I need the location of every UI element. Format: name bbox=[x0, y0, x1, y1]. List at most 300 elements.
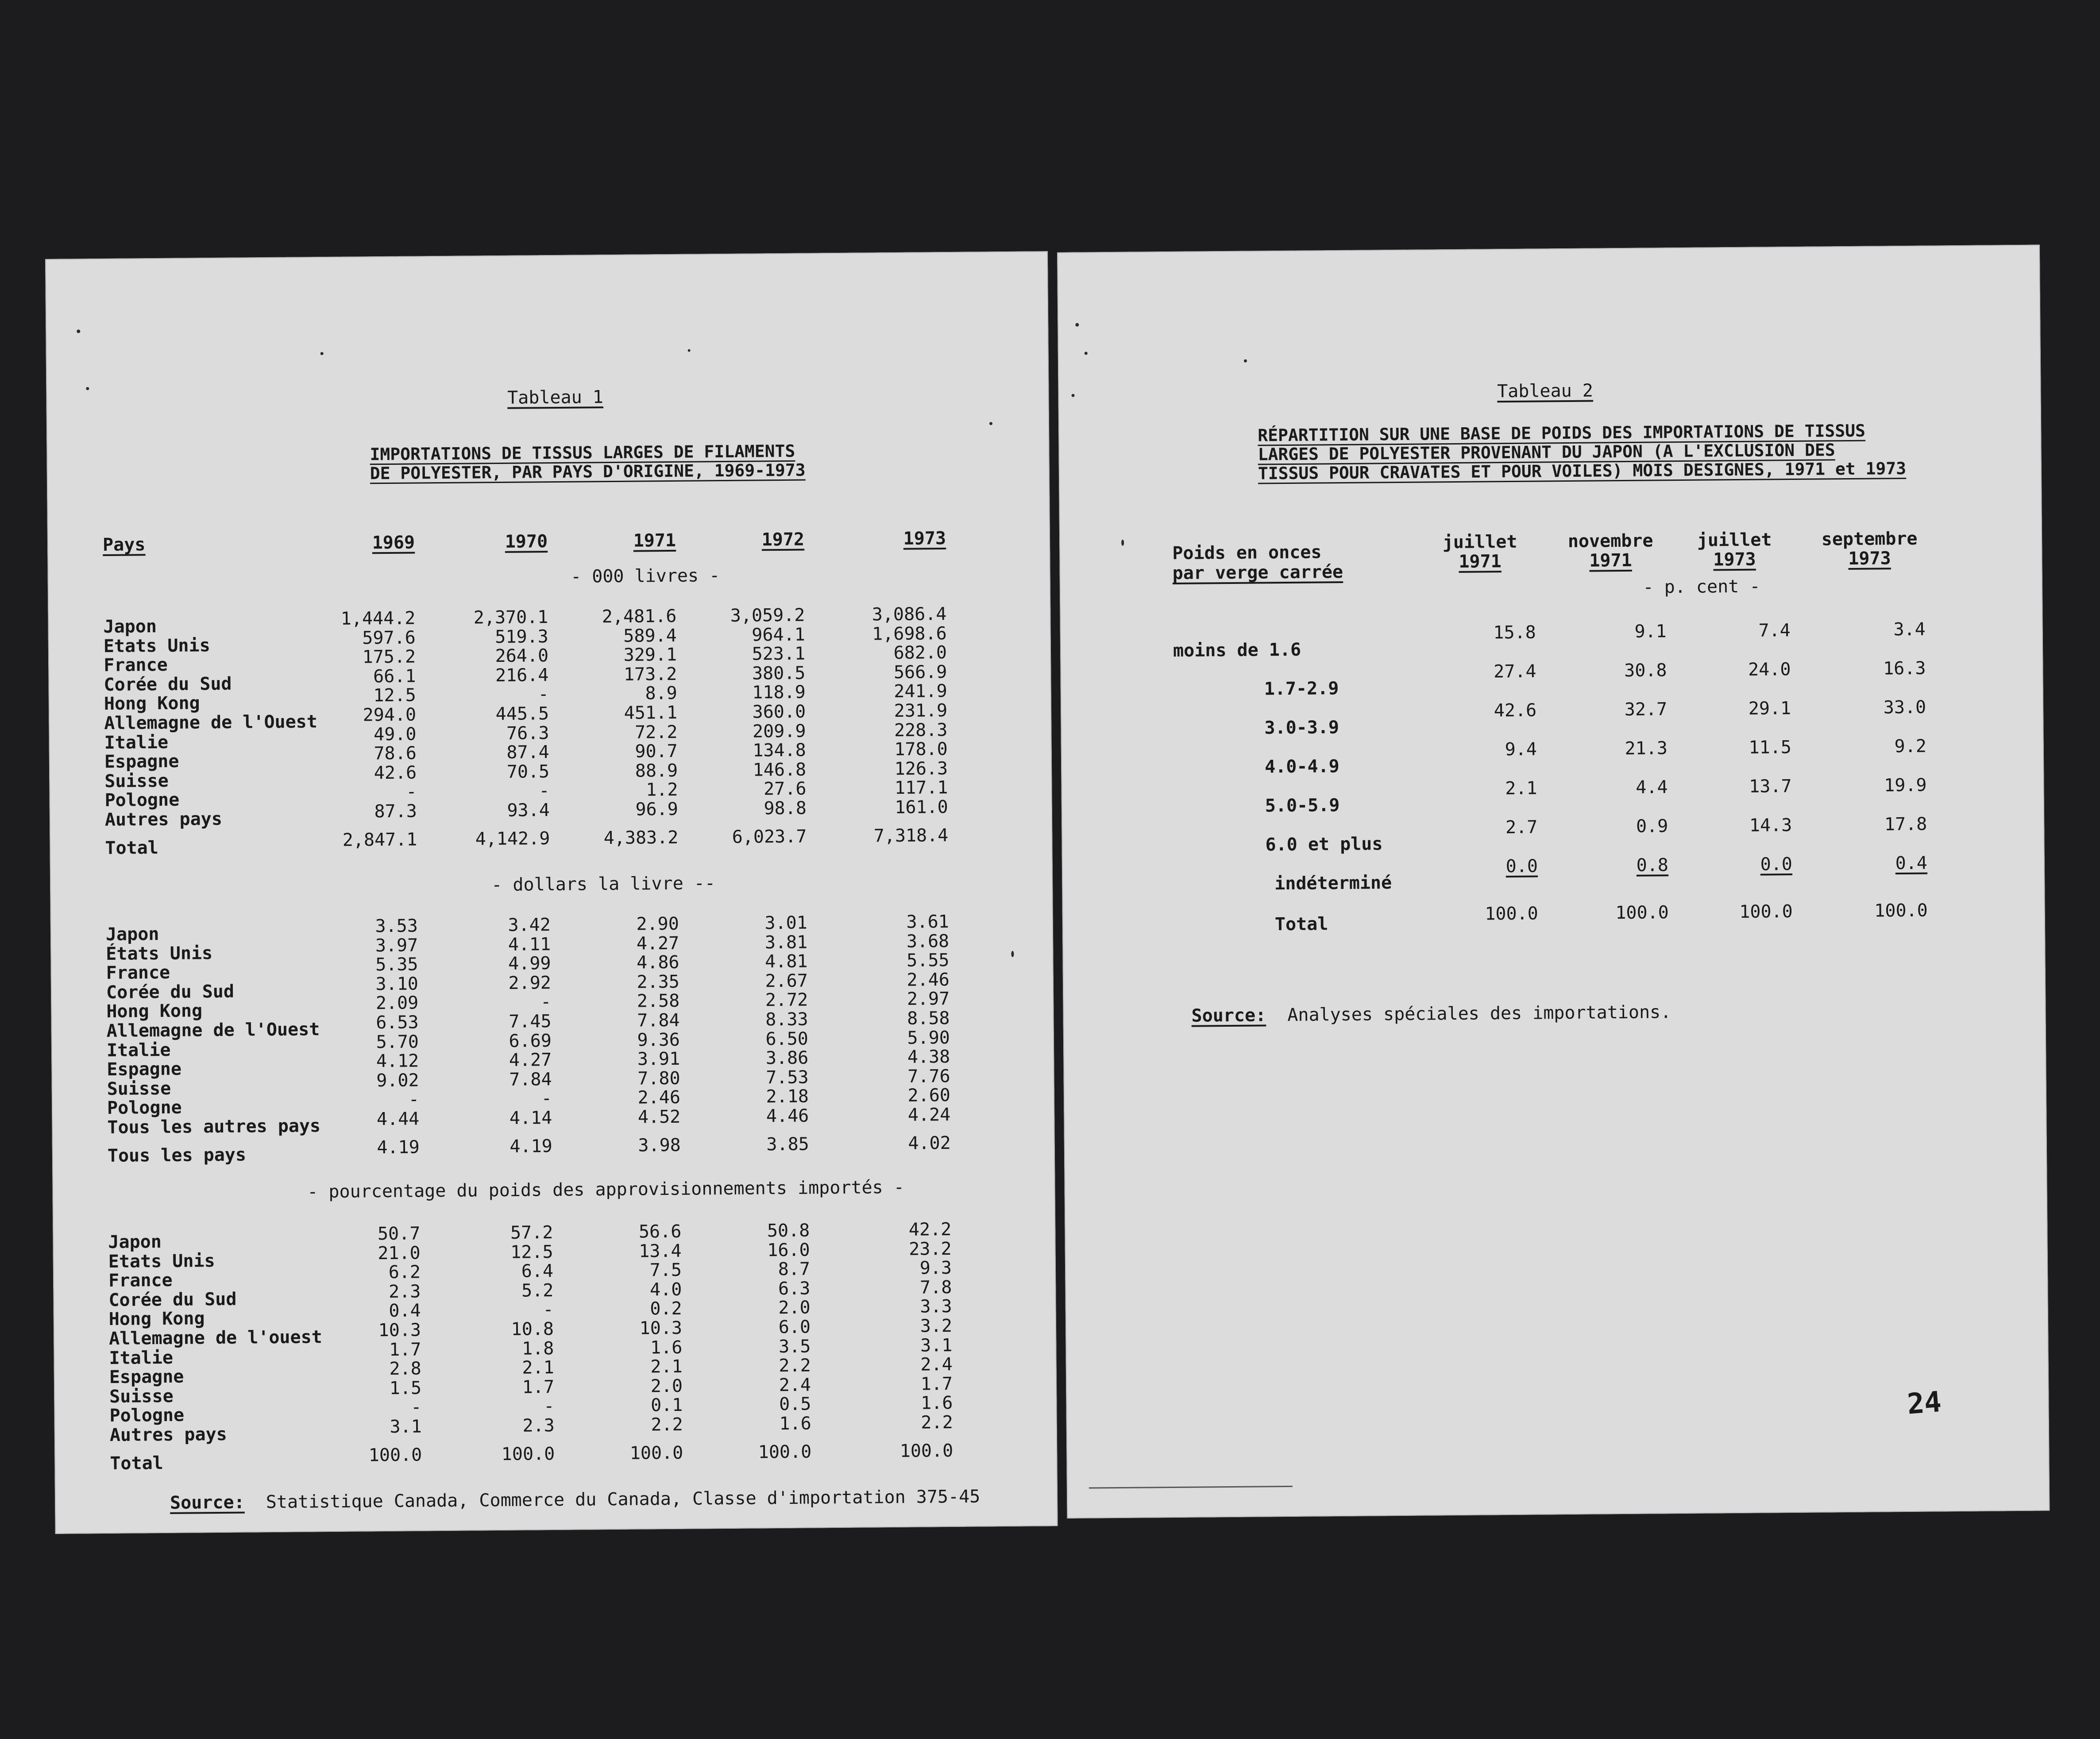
total-cell: 4,383.2 bbox=[603, 827, 679, 849]
table-cell: 1.7 bbox=[522, 1376, 555, 1398]
unit-label-p-cent: - p. cent - bbox=[1643, 576, 1760, 598]
table-cell: 1.6 bbox=[779, 1413, 811, 1434]
total-cell: 2,847.1 bbox=[342, 829, 417, 850]
table-cell: 2.4 bbox=[779, 1375, 811, 1395]
table-cell: 231.9 bbox=[894, 700, 948, 721]
column-month: juillet bbox=[1697, 529, 1772, 551]
table-cell: 8.9 bbox=[645, 683, 677, 704]
scan-speck bbox=[320, 352, 324, 355]
table-cell: 294.0 bbox=[363, 704, 417, 726]
column-year: 1971 bbox=[1459, 551, 1502, 572]
column-month: novembre bbox=[1567, 530, 1653, 552]
table-cell: 3.10 bbox=[375, 974, 419, 994]
table-cell: 7.84 bbox=[509, 1069, 552, 1090]
table-cell: 6.3 bbox=[778, 1278, 811, 1299]
table-cell: 0.0 bbox=[1506, 856, 1538, 877]
table-cell: 8.58 bbox=[907, 1008, 950, 1029]
table-cell: 2.97 bbox=[907, 989, 950, 1010]
table-label: Tableau 1 bbox=[507, 387, 604, 408]
table-cell: 2.3 bbox=[522, 1415, 555, 1436]
table-cell: 6.50 bbox=[765, 1028, 809, 1049]
country-label: France bbox=[108, 1270, 173, 1291]
country-label: Etats Unis bbox=[103, 635, 210, 657]
table-cell: 10.8 bbox=[511, 1319, 554, 1340]
table-cell: 0.4 bbox=[389, 1300, 421, 1322]
table-cell: 0.9 bbox=[1636, 816, 1668, 837]
table-cell: 134.8 bbox=[753, 740, 806, 761]
table-cell: 8.7 bbox=[778, 1259, 811, 1280]
table-cell: 49.0 bbox=[373, 724, 417, 745]
total-label: Total bbox=[110, 1453, 163, 1474]
scan-speck bbox=[86, 387, 89, 390]
table-cell: 1.7 bbox=[389, 1339, 421, 1360]
country-label: Hong Kong bbox=[108, 1308, 205, 1330]
table-cell: 0.0 bbox=[1760, 854, 1793, 875]
weight-range-label: 5.0-5.9 bbox=[1265, 795, 1340, 816]
table-cell: 3.97 bbox=[375, 935, 418, 956]
table-cell: 3.1 bbox=[390, 1416, 422, 1437]
country-label: Pologne bbox=[107, 1098, 182, 1119]
table-label: Tableau 2 bbox=[1497, 380, 1594, 402]
total-cell: 4.02 bbox=[908, 1132, 951, 1154]
table-cell: 597.6 bbox=[362, 627, 416, 648]
table-cell: 4.44 bbox=[376, 1109, 420, 1130]
table-cell: 4.0 bbox=[649, 1279, 682, 1300]
table-cell: 14.3 bbox=[1749, 815, 1792, 836]
table-cell: 3.81 bbox=[764, 932, 808, 953]
table-cell: 90.7 bbox=[635, 741, 678, 762]
table-cell: 2.2 bbox=[651, 1414, 683, 1435]
table-title-line-2: LARGES DE POLYESTER PROVENANT DU JAPON (A L'EXCLUSION DES bbox=[1258, 440, 1835, 464]
table-cell: 1.5 bbox=[389, 1378, 422, 1399]
weight-range-label: 1.7-2.9 bbox=[1264, 678, 1339, 699]
table-cell: 1.8 bbox=[521, 1338, 554, 1359]
table-cell: 3.61 bbox=[906, 912, 950, 932]
table-cell: 682.0 bbox=[893, 642, 947, 664]
table-cell: 2.67 bbox=[765, 970, 808, 992]
table-cell: 7.8 bbox=[919, 1277, 952, 1298]
table-cell: 78.6 bbox=[374, 743, 417, 764]
table-cell: 0.5 bbox=[779, 1394, 811, 1415]
table-cell: 5.2 bbox=[521, 1280, 554, 1301]
row-header-line-2: par verge carrée bbox=[1172, 561, 1343, 584]
table-cell: 27.6 bbox=[763, 778, 807, 800]
country-label: Autres pays bbox=[104, 808, 223, 830]
total-cell: 3.85 bbox=[766, 1134, 809, 1155]
table-cell: 17.8 bbox=[1884, 814, 1927, 835]
country-label: Etats Unis bbox=[108, 1250, 215, 1272]
table-cell: 5.90 bbox=[907, 1027, 950, 1048]
table-cell: 3.68 bbox=[906, 931, 950, 952]
table-cell: 6.69 bbox=[509, 1030, 552, 1051]
table-cell: 209.9 bbox=[752, 721, 806, 742]
table-cell: 30.8 bbox=[1624, 660, 1667, 681]
scan-speck bbox=[989, 422, 992, 425]
row-header-line-1: Poids en onces bbox=[1172, 542, 1322, 564]
table-cell: 0.1 bbox=[650, 1395, 683, 1416]
country-label: Japon bbox=[105, 924, 159, 945]
table-cell: 13.4 bbox=[639, 1240, 682, 1262]
table-cell: 4.4 bbox=[1636, 777, 1668, 798]
table-cell: 589.4 bbox=[623, 625, 677, 646]
table-cell: 7.53 bbox=[766, 1067, 809, 1088]
table-cell: 4.11 bbox=[508, 934, 551, 955]
table-cell: 566.9 bbox=[893, 661, 947, 683]
table-cell: 1.7 bbox=[920, 1373, 953, 1395]
country-label: Tous les autres pays bbox=[107, 1116, 321, 1138]
column-year: 1973 bbox=[1848, 548, 1891, 569]
table-cell: 2.46 bbox=[637, 1087, 681, 1108]
table-cell: - bbox=[539, 781, 550, 801]
section-label-dollars-la-livre: - dollars la livre -- bbox=[491, 873, 716, 896]
table-cell: 93.4 bbox=[507, 800, 550, 821]
table-cell: 2.4 bbox=[920, 1354, 953, 1375]
table-cell: 10.3 bbox=[639, 1318, 683, 1339]
table-cell: 3.5 bbox=[778, 1336, 811, 1357]
total-cell: 100.0 bbox=[1615, 902, 1669, 924]
table-cell: 264.0 bbox=[495, 645, 549, 667]
table-cell: 50.8 bbox=[767, 1220, 810, 1241]
table-cell: 2.58 bbox=[637, 991, 680, 1012]
table-cell: 1.2 bbox=[646, 780, 678, 800]
table-cell: 3.42 bbox=[508, 915, 551, 935]
country-label: Pologne bbox=[109, 1405, 185, 1426]
total-cell: 100.0 bbox=[758, 1441, 812, 1463]
table-cell: 3.1 bbox=[920, 1335, 953, 1356]
table-cell: - bbox=[408, 1089, 420, 1110]
table-cell: 3.4 bbox=[1893, 619, 1926, 640]
table-cell: 5.55 bbox=[906, 950, 950, 971]
total-label: Total bbox=[105, 838, 159, 858]
table-cell: 241.9 bbox=[894, 681, 947, 702]
scan-speck bbox=[77, 329, 80, 333]
table-cell: - bbox=[540, 992, 552, 1012]
table-cell: 96.9 bbox=[635, 799, 678, 820]
source-line bbox=[1191, 1002, 1671, 1026]
total-cell: 4,142.9 bbox=[475, 828, 550, 850]
table-cell: 2.3 bbox=[388, 1281, 421, 1302]
table-cell: 7.84 bbox=[637, 1010, 680, 1031]
column-month: juillet bbox=[1442, 531, 1517, 553]
scan-mark-line bbox=[1089, 1486, 1293, 1489]
table-cell: 9.1 bbox=[1634, 621, 1667, 642]
table-cell: 1,444.2 bbox=[340, 608, 416, 629]
total-cell: 100.0 bbox=[368, 1445, 422, 1466]
table-cell: 329.1 bbox=[623, 645, 677, 665]
country-label: Suisse bbox=[109, 1386, 174, 1407]
country-label: Pologne bbox=[104, 790, 180, 811]
table-cell: 32.7 bbox=[1624, 699, 1668, 720]
table-cell: 7.4 bbox=[1758, 620, 1791, 641]
table-cell: 6.2 bbox=[388, 1262, 421, 1283]
table-cell: 2.0 bbox=[650, 1376, 683, 1397]
table-cell: 12.5 bbox=[510, 1241, 553, 1263]
table-cell: 519.3 bbox=[495, 626, 548, 647]
year-header: 1969 bbox=[372, 532, 415, 553]
table-cell: 56.6 bbox=[638, 1221, 682, 1242]
column-month: septembre bbox=[1821, 528, 1918, 550]
section-label-000-livres: - 000 livres - bbox=[570, 565, 720, 587]
column-year: 1971 bbox=[1589, 550, 1632, 571]
table-cell: 146.8 bbox=[753, 759, 807, 781]
table-cell: 3,059.2 bbox=[730, 605, 805, 626]
table-cell: 2.18 bbox=[766, 1086, 809, 1107]
document-page-tableau-1 bbox=[45, 251, 1058, 1534]
table-cell: 4.86 bbox=[637, 952, 679, 973]
table-cell: 24.0 bbox=[1748, 659, 1791, 680]
table-cell: 2.7 bbox=[1505, 817, 1538, 838]
table-cell: 9.36 bbox=[637, 1029, 680, 1051]
table-cell: 7.5 bbox=[649, 1260, 682, 1281]
country-label: France bbox=[104, 655, 168, 676]
table-cell: 4.52 bbox=[637, 1106, 681, 1128]
table-cell: 175.2 bbox=[362, 646, 416, 668]
table-cell: 42.2 bbox=[908, 1219, 952, 1240]
table-cell: 88.9 bbox=[635, 760, 678, 781]
document-page-tableau-2 bbox=[1057, 245, 2050, 1519]
table-cell: 9.4 bbox=[1505, 739, 1537, 760]
year-header: 1972 bbox=[761, 529, 805, 550]
table-title-line-1: IMPORTATIONS DE TISSUS LARGES DE FILAMENTS bbox=[370, 441, 795, 464]
total-cell: 6,023.7 bbox=[732, 826, 807, 847]
country-label: États Unis bbox=[106, 943, 213, 964]
country-label: Hong Kong bbox=[106, 1001, 203, 1022]
country-label: Suisse bbox=[107, 1078, 171, 1099]
table-cell: 8.33 bbox=[765, 1009, 808, 1030]
table-cell: 29.1 bbox=[1748, 698, 1791, 719]
table-cell: 23.2 bbox=[909, 1238, 952, 1260]
country-label: Espagne bbox=[109, 1366, 184, 1388]
scan-speck bbox=[1121, 540, 1124, 546]
table-cell: - bbox=[544, 1396, 555, 1417]
country-label: Italie bbox=[104, 732, 169, 753]
scan-speck bbox=[688, 349, 691, 352]
table-cell: - bbox=[411, 1397, 422, 1418]
country-label: Allemagne de l'Ouest bbox=[106, 1019, 320, 1041]
table-cell: 21.0 bbox=[378, 1243, 421, 1264]
table-cell: 3.3 bbox=[920, 1296, 952, 1317]
table-cell: 2.0 bbox=[778, 1297, 811, 1318]
total-cell: 4.19 bbox=[377, 1137, 420, 1158]
table-cell: 76.3 bbox=[506, 723, 549, 744]
table-cell: 87.3 bbox=[374, 801, 417, 822]
table-cell: 3,086.4 bbox=[872, 604, 947, 625]
table-cell: - bbox=[406, 781, 417, 803]
table-cell: 7.80 bbox=[637, 1068, 680, 1089]
table-cell: 4.46 bbox=[766, 1105, 809, 1127]
table-cell: 3.2 bbox=[920, 1315, 953, 1337]
table-cell: 445.5 bbox=[495, 703, 549, 725]
table-cell: 42.6 bbox=[374, 762, 417, 783]
table-cell: 228.3 bbox=[894, 719, 948, 741]
table-cell: 2.35 bbox=[637, 971, 680, 993]
table-cell: 6.4 bbox=[521, 1261, 554, 1282]
country-label: Autres pays bbox=[109, 1424, 227, 1445]
country-label: Corée du Sud bbox=[106, 981, 235, 1003]
scan-speck bbox=[1072, 394, 1075, 397]
table-title-line-3: TISSUS POUR CRAVATES ET POUR VOILES) MOIS DESIGNES, 1971 et 1973 bbox=[1258, 458, 1907, 483]
table-cell: 3.86 bbox=[765, 1047, 809, 1069]
year-header: 1973 bbox=[903, 528, 946, 549]
table-cell: 2.8 bbox=[389, 1358, 421, 1380]
table-cell: 4.14 bbox=[509, 1108, 552, 1128]
table-cell: 4.24 bbox=[907, 1104, 951, 1125]
section-label-pourcentage: - pourcentage du poids des approvisionnements importés - bbox=[307, 1177, 905, 1202]
table-cell: 2,370.1 bbox=[473, 607, 548, 628]
table-cell: 2.46 bbox=[907, 969, 950, 990]
total-cell: 100.0 bbox=[1739, 901, 1793, 922]
table-cell: 4.27 bbox=[509, 1050, 552, 1071]
column-year: 1973 bbox=[1713, 549, 1756, 570]
table-cell: 15.8 bbox=[1493, 622, 1536, 643]
total-cell: 3.98 bbox=[638, 1135, 681, 1156]
table-cell: - bbox=[543, 1299, 554, 1320]
table-cell: 3.53 bbox=[375, 916, 418, 937]
source-label: Source: bbox=[170, 1492, 245, 1513]
table-cell: 2.2 bbox=[779, 1355, 811, 1376]
table-cell: 173.2 bbox=[623, 664, 677, 685]
source-line bbox=[170, 1487, 981, 1512]
table-cell: 98.8 bbox=[764, 798, 807, 819]
table-cell: 1.6 bbox=[920, 1393, 953, 1414]
table-cell: 72.2 bbox=[634, 722, 678, 743]
table-cell: 7.45 bbox=[509, 1011, 552, 1032]
table-cell: 4.38 bbox=[907, 1047, 950, 1067]
table-cell: 50.7 bbox=[377, 1223, 421, 1244]
table-cell: 27.4 bbox=[1493, 661, 1536, 682]
country-label: Italie bbox=[109, 1347, 174, 1368]
weight-range-label: 4.0-4.9 bbox=[1264, 756, 1340, 777]
table-cell: 87.4 bbox=[506, 742, 549, 763]
total-cell: 100.0 bbox=[1485, 903, 1538, 924]
table-title-line-2: DE POLYESTER, PAR PAYS D'ORIGINE, 1969-1973 bbox=[370, 460, 806, 483]
table-cell: 6.0 bbox=[778, 1317, 811, 1338]
total-cell: 100.0 bbox=[1874, 900, 1928, 921]
source-label: Source: bbox=[1191, 1005, 1266, 1026]
table-cell: 33.0 bbox=[1883, 697, 1926, 718]
scan-speck bbox=[1011, 951, 1014, 957]
table-cell: 2.60 bbox=[907, 1085, 951, 1106]
table-cell: 3.91 bbox=[637, 1048, 680, 1070]
table-cell: 16.3 bbox=[1883, 658, 1926, 679]
table-cell: 2,481.6 bbox=[602, 606, 677, 627]
table-cell: 21.3 bbox=[1625, 738, 1668, 759]
table-cell: 4.99 bbox=[508, 953, 551, 974]
table-cell: 964.1 bbox=[752, 624, 805, 645]
country-label: Allemagne de l'Ouest bbox=[104, 711, 318, 734]
table-cell: 2.90 bbox=[636, 913, 679, 935]
table-cell: 2.09 bbox=[375, 993, 419, 1014]
total-cell: 100.0 bbox=[501, 1444, 555, 1465]
column-header-pays: Pays bbox=[102, 534, 146, 555]
table-cell: 4.12 bbox=[376, 1051, 419, 1072]
table-cell: 360.0 bbox=[752, 701, 806, 723]
table-cell: - bbox=[538, 684, 549, 705]
table-cell: 1,698.6 bbox=[872, 623, 947, 644]
country-label: Corée du Sud bbox=[104, 673, 232, 695]
table-cell: 380.5 bbox=[752, 663, 806, 684]
scan-speck bbox=[1075, 323, 1079, 327]
country-label: Espagne bbox=[107, 1059, 182, 1080]
weight-range-label: indéterminé bbox=[1274, 873, 1392, 894]
table-cell: 2.1 bbox=[650, 1356, 683, 1377]
table-cell: 10.3 bbox=[378, 1320, 421, 1341]
table-cell: 118.9 bbox=[752, 682, 806, 703]
table-cell: 117.1 bbox=[894, 777, 948, 799]
table-cell: 0.2 bbox=[650, 1298, 682, 1319]
country-label: Italie bbox=[106, 1040, 171, 1061]
table-cell: 451.1 bbox=[624, 702, 678, 723]
table-cell: 12.5 bbox=[373, 685, 416, 706]
table-cell: 9.3 bbox=[919, 1258, 952, 1279]
table-cell: 5.35 bbox=[375, 954, 418, 975]
total-label: Tous les pays bbox=[107, 1144, 247, 1166]
table-cell: 0.4 bbox=[1895, 853, 1928, 874]
table-cell: 216.4 bbox=[495, 665, 549, 686]
table-cell: 2.92 bbox=[508, 972, 552, 993]
table-cell: 19.9 bbox=[1884, 775, 1927, 796]
country-label: Allemagne de l'ouest bbox=[108, 1327, 322, 1349]
source-text: Analyses spéciales des importations. bbox=[1287, 1002, 1672, 1025]
table-cell: 4.27 bbox=[636, 933, 679, 954]
table-cell: 9.2 bbox=[1894, 736, 1927, 757]
table-cell: 57.2 bbox=[510, 1222, 553, 1243]
table-cell: 13.7 bbox=[1749, 776, 1792, 797]
table-cell: 9.02 bbox=[376, 1070, 419, 1091]
table-cell: 3.01 bbox=[764, 912, 808, 934]
table-cell: 2.2 bbox=[921, 1412, 953, 1433]
table-cell: 5.70 bbox=[376, 1032, 419, 1052]
total-cell: 7,318.4 bbox=[873, 825, 949, 846]
country-label: Corée du Sud bbox=[108, 1289, 237, 1310]
year-header: 1971 bbox=[633, 530, 676, 551]
table-cell: 4.81 bbox=[765, 951, 808, 972]
table-cell: 42.6 bbox=[1494, 700, 1537, 721]
table-cell: 6.53 bbox=[376, 1012, 419, 1033]
country-label: France bbox=[106, 962, 170, 984]
year-header: 1970 bbox=[505, 531, 548, 552]
table-cell: 126.3 bbox=[894, 758, 948, 779]
table-cell: 523.1 bbox=[752, 643, 806, 665]
country-label: Espagne bbox=[104, 751, 179, 773]
table-cell: 70.5 bbox=[506, 761, 550, 782]
table-cell: 178.0 bbox=[894, 739, 948, 760]
scan-speck bbox=[1085, 352, 1088, 355]
table-cell: 16.0 bbox=[767, 1240, 810, 1260]
total-label: Total bbox=[1274, 914, 1328, 935]
total-cell: 100.0 bbox=[629, 1442, 683, 1464]
table-cell: 2.1 bbox=[522, 1357, 554, 1378]
table-cell: 66.1 bbox=[373, 666, 416, 687]
country-label: Hong Kong bbox=[104, 693, 200, 715]
country-label: Japon bbox=[108, 1232, 162, 1252]
source-text: Statistique Canada, Commerce du Canada, Classe d'importation 375-45 bbox=[266, 1486, 981, 1513]
table-cell: 1.6 bbox=[650, 1337, 683, 1358]
country-label: Japon bbox=[103, 616, 157, 637]
table-cell: 2.1 bbox=[1505, 778, 1537, 799]
weight-range-label: 3.0-3.9 bbox=[1264, 717, 1340, 738]
country-label: Suisse bbox=[104, 770, 169, 792]
table-cell: - bbox=[541, 1088, 552, 1109]
table-cell: 11.5 bbox=[1749, 737, 1792, 758]
table-cell: 7.76 bbox=[907, 1066, 950, 1087]
table-title-line-1: RÉPARTITION SUR UNE BASE DE POIDS DES IMPORTATIONS DE TISSUS bbox=[1258, 421, 1866, 445]
table-cell: 0.8 bbox=[1636, 855, 1669, 876]
page-number: 24 bbox=[1906, 1385, 1943, 1421]
scan-speck bbox=[1244, 359, 1247, 363]
weight-range-label: 6.0 et plus bbox=[1265, 834, 1383, 855]
table-cell: 2.72 bbox=[765, 989, 808, 1011]
